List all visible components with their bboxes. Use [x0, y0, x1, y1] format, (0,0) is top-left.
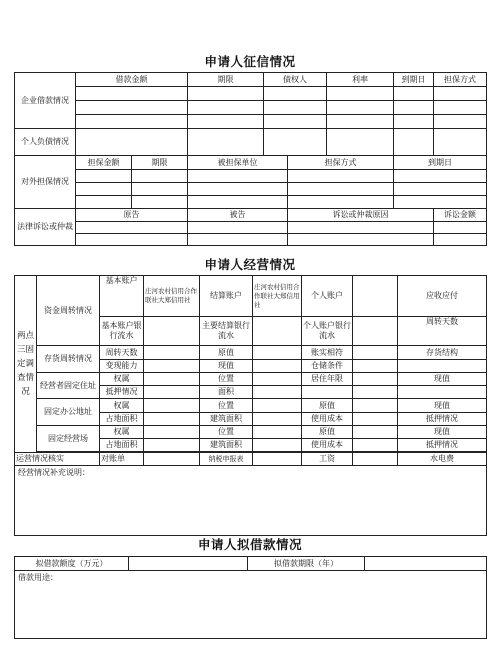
- cell[interactable]: [394, 101, 434, 115]
- site-use-cost-label: 使用成本: [302, 439, 353, 452]
- office-land-area-label: 占地面积: [100, 413, 144, 426]
- cell[interactable]: [144, 399, 200, 413]
- cell[interactable]: [144, 360, 200, 373]
- residence-ownership-label: 权属: [100, 373, 144, 386]
- office-building-area-label: 建筑面积: [200, 413, 253, 426]
- office-ownership-label: 权属: [100, 399, 144, 413]
- litigation-header-plaintiff: 原告: [76, 209, 188, 222]
- operations-section-title: 申请人经营情况: [204, 257, 296, 272]
- stock-turnover-label: 存货周转情况: [37, 346, 100, 373]
- guarantee-header-guarantee-type: 担保方式: [288, 156, 394, 170]
- cell[interactable]: [434, 222, 487, 234]
- cell[interactable]: [188, 129, 264, 156]
- wages-label: 工资: [302, 453, 353, 466]
- cell[interactable]: [76, 222, 188, 234]
- cell[interactable]: [394, 87, 434, 101]
- loan-header-due-date: 到期日: [394, 73, 434, 87]
- loan-row: [15, 87, 487, 101]
- office-use-cost-label: 使用成本: [302, 413, 353, 426]
- credit-section-title: 申请人征信情况: [204, 54, 296, 69]
- cell[interactable]: [434, 87, 487, 101]
- residence-mortgage-label: 抵押情况: [100, 386, 144, 399]
- site-original-value-label: 原值: [302, 426, 353, 439]
- litigation-row: [15, 222, 487, 234]
- liquidity-label: 变现能力: [100, 360, 144, 373]
- office-original-value-label: 原值: [302, 399, 353, 413]
- turnover-days-label: 周转天数: [398, 317, 487, 346]
- cell[interactable]: [188, 196, 288, 209]
- loan-header-creditor: 债权人: [264, 73, 327, 87]
- site-ownership-label: 权属: [100, 426, 144, 439]
- receivable-payable-label: 应收应付: [398, 276, 487, 317]
- cell[interactable]: [302, 386, 353, 399]
- current-value-label: 现值: [200, 360, 253, 373]
- site-current-value-label: 现值: [398, 426, 487, 439]
- cell[interactable]: [253, 426, 302, 439]
- cell[interactable]: [253, 360, 302, 373]
- cell[interactable]: [253, 386, 302, 399]
- cell[interactable]: [264, 129, 327, 156]
- cell[interactable]: [188, 170, 288, 183]
- basic-account-label: 基本账户: [100, 276, 144, 317]
- litigation-section-label: 法律诉讼或仲裁: [15, 209, 76, 246]
- cell[interactable]: [253, 399, 302, 413]
- account-match-label: 账实相符: [302, 346, 353, 360]
- cell[interactable]: [253, 413, 302, 426]
- cell[interactable]: [327, 87, 394, 101]
- cell[interactable]: [264, 101, 327, 115]
- residence-years-label: 居住年限: [302, 373, 353, 386]
- loan-purpose-field[interactable]: 借款用途：: [15, 571, 487, 639]
- loan-section-label: 企业借款情况: [15, 73, 76, 129]
- residence-location-label: 位置: [200, 373, 253, 386]
- cell[interactable]: [353, 346, 398, 360]
- fixed-residence-label: 经营者固定住址: [37, 373, 100, 399]
- operations-table: [14, 275, 487, 536]
- cell[interactable]: [76, 101, 188, 115]
- cell[interactable]: [353, 386, 398, 399]
- cell[interactable]: [327, 129, 394, 156]
- cell[interactable]: [144, 413, 200, 426]
- cell[interactable]: [188, 115, 264, 129]
- cell[interactable]: [144, 439, 200, 452]
- cell[interactable]: [144, 386, 200, 399]
- guarantee-row: [15, 196, 487, 209]
- cell[interactable]: [76, 183, 132, 196]
- personal-account-label: 个人账户: [302, 276, 353, 317]
- loan-header-term: 期限: [188, 73, 264, 87]
- cell[interactable]: [288, 170, 394, 183]
- cell[interactable]: [264, 115, 327, 129]
- cell[interactable]: [353, 360, 398, 373]
- cell[interactable]: [394, 196, 487, 209]
- cell[interactable]: [132, 196, 188, 209]
- cell[interactable]: [76, 115, 188, 129]
- main-settlement-flow-label: 主要结算银行流水: [200, 317, 253, 346]
- cell[interactable]: [327, 101, 394, 115]
- fixed-office-label: 固定办公地址: [37, 399, 100, 426]
- residence-current-value-label: 现值: [398, 373, 487, 386]
- cell[interactable]: [288, 196, 394, 209]
- office-current-value-label: 现值: [398, 399, 487, 413]
- cell[interactable]: [253, 317, 302, 346]
- settlement-account-label: 结算账户: [200, 276, 253, 317]
- guarantee-section-label: 对外担保情况: [15, 156, 76, 209]
- bank-name-settlement: 庄河农村信用合作联社大郑信用社: [253, 276, 302, 317]
- cell[interactable]: [76, 129, 188, 156]
- cell[interactable]: [434, 129, 487, 156]
- cell[interactable]: [353, 453, 398, 466]
- litigation-header-amount: 诉讼金额: [434, 209, 487, 222]
- office-mortgage-label: 抵押情况: [398, 413, 487, 426]
- utilities-label: 水电费: [398, 453, 487, 466]
- operations-verify-label: 运营情况核实: [15, 453, 100, 466]
- residence-area-label: 面积: [200, 386, 253, 399]
- guarantee-header-guaranteed-party: 被担保单位: [188, 156, 288, 170]
- cell[interactable]: [288, 183, 394, 196]
- cell[interactable]: [188, 101, 264, 115]
- site-location-label: 位置: [200, 426, 253, 439]
- bank-name-basic: 庄河农村信用合作联社大郑信用社: [144, 276, 200, 317]
- guarantee-header-due-date: 到期日: [394, 156, 487, 170]
- cell[interactable]: [253, 346, 302, 360]
- cell[interactable]: [76, 234, 188, 246]
- loan-term-input[interactable]: [365, 557, 487, 571]
- cell[interactable]: [253, 439, 302, 452]
- loan-amount-input[interactable]: [129, 557, 248, 571]
- cell[interactable]: [398, 360, 487, 373]
- stock-turnover-days-label: 周转天数: [100, 346, 144, 360]
- stock-structure-label: 存货结构: [398, 346, 487, 360]
- cell[interactable]: [434, 115, 487, 129]
- cell[interactable]: [398, 386, 487, 399]
- cell[interactable]: [434, 234, 487, 246]
- cell[interactable]: [353, 439, 398, 452]
- cell[interactable]: [132, 183, 188, 196]
- office-location-label: 位置: [200, 399, 253, 413]
- cell[interactable]: [188, 87, 264, 101]
- fund-turnover-label: 资金周转情况: [37, 276, 100, 346]
- cell[interactable]: [144, 346, 200, 360]
- loan-row: [15, 115, 487, 129]
- loan-section-title: 申请人拟借款情况: [197, 537, 302, 552]
- loan-header-amount: 借款金额: [76, 73, 188, 87]
- cell[interactable]: [144, 317, 200, 346]
- personal-account-flow-label: 个人账户银行流水: [302, 317, 353, 346]
- loan-request-table: [14, 556, 487, 639]
- cell[interactable]: [353, 399, 398, 413]
- cell[interactable]: [288, 234, 434, 246]
- guarantee-header-term: 期限: [132, 156, 188, 170]
- loan-row: [15, 101, 487, 115]
- cell[interactable]: [144, 426, 200, 439]
- cell[interactable]: [394, 170, 487, 183]
- litigation-header-reason: 诉讼或仲裁原因: [288, 209, 434, 222]
- litigation-header-defendant: 被告: [188, 209, 288, 222]
- cell[interactable]: [188, 222, 288, 234]
- cell[interactable]: [394, 183, 487, 196]
- cell[interactable]: [76, 170, 132, 183]
- personal-debt-label: 个人负债情况: [15, 129, 76, 156]
- investigation-side-label: 两点三固定调查情况: [15, 276, 37, 453]
- cell[interactable]: [253, 373, 302, 386]
- cell[interactable]: [353, 413, 398, 426]
- original-value-label: 原值: [200, 346, 253, 360]
- cell[interactable]: [76, 87, 188, 101]
- cell[interactable]: [353, 317, 398, 346]
- loan-amount-label: 拟借款额度（万元）: [15, 557, 129, 571]
- cell[interactable]: [144, 453, 200, 466]
- cell[interactable]: [264, 87, 327, 101]
- fixed-site-label: 固定经营场: [37, 426, 100, 452]
- credit-table: [14, 72, 487, 246]
- guarantee-header-amount: 担保金额: [76, 156, 132, 170]
- statement-label: 对账单: [100, 453, 144, 466]
- cell[interactable]: [353, 373, 398, 386]
- loan-header-rate: 利率: [327, 73, 394, 87]
- cell[interactable]: [132, 170, 188, 183]
- cell[interactable]: [188, 183, 288, 196]
- basic-account-flow-label: 基本账户银行流水: [100, 317, 144, 346]
- cell[interactable]: [188, 234, 288, 246]
- cell[interactable]: [434, 101, 487, 115]
- cell[interactable]: [327, 115, 394, 129]
- loan-term-label: 拟借款期限（年）: [248, 557, 365, 571]
- cell[interactable]: [394, 115, 434, 129]
- storage-condition-label: 仓储条件: [302, 360, 353, 373]
- cell[interactable]: [288, 222, 434, 234]
- guarantee-row: [15, 170, 487, 183]
- cell[interactable]: [144, 373, 200, 386]
- operations-supplement-field[interactable]: 经营情况补充说明：: [15, 466, 487, 536]
- cell[interactable]: [353, 426, 398, 439]
- loan-header-guarantee-type: 担保方式: [434, 73, 487, 87]
- cell[interactable]: [76, 196, 132, 209]
- site-land-area-label: 占地面积: [100, 439, 144, 452]
- guarantee-row: [15, 183, 487, 196]
- site-building-area-label: 建筑面积: [200, 439, 253, 452]
- cell[interactable]: [253, 453, 302, 466]
- cell[interactable]: [394, 129, 434, 156]
- site-mortgage-label: 抵押情况: [398, 439, 487, 452]
- tax-report-label: 纳税申报表: [200, 453, 253, 466]
- litigation-row: [15, 234, 487, 246]
- cell[interactable]: [353, 276, 398, 317]
